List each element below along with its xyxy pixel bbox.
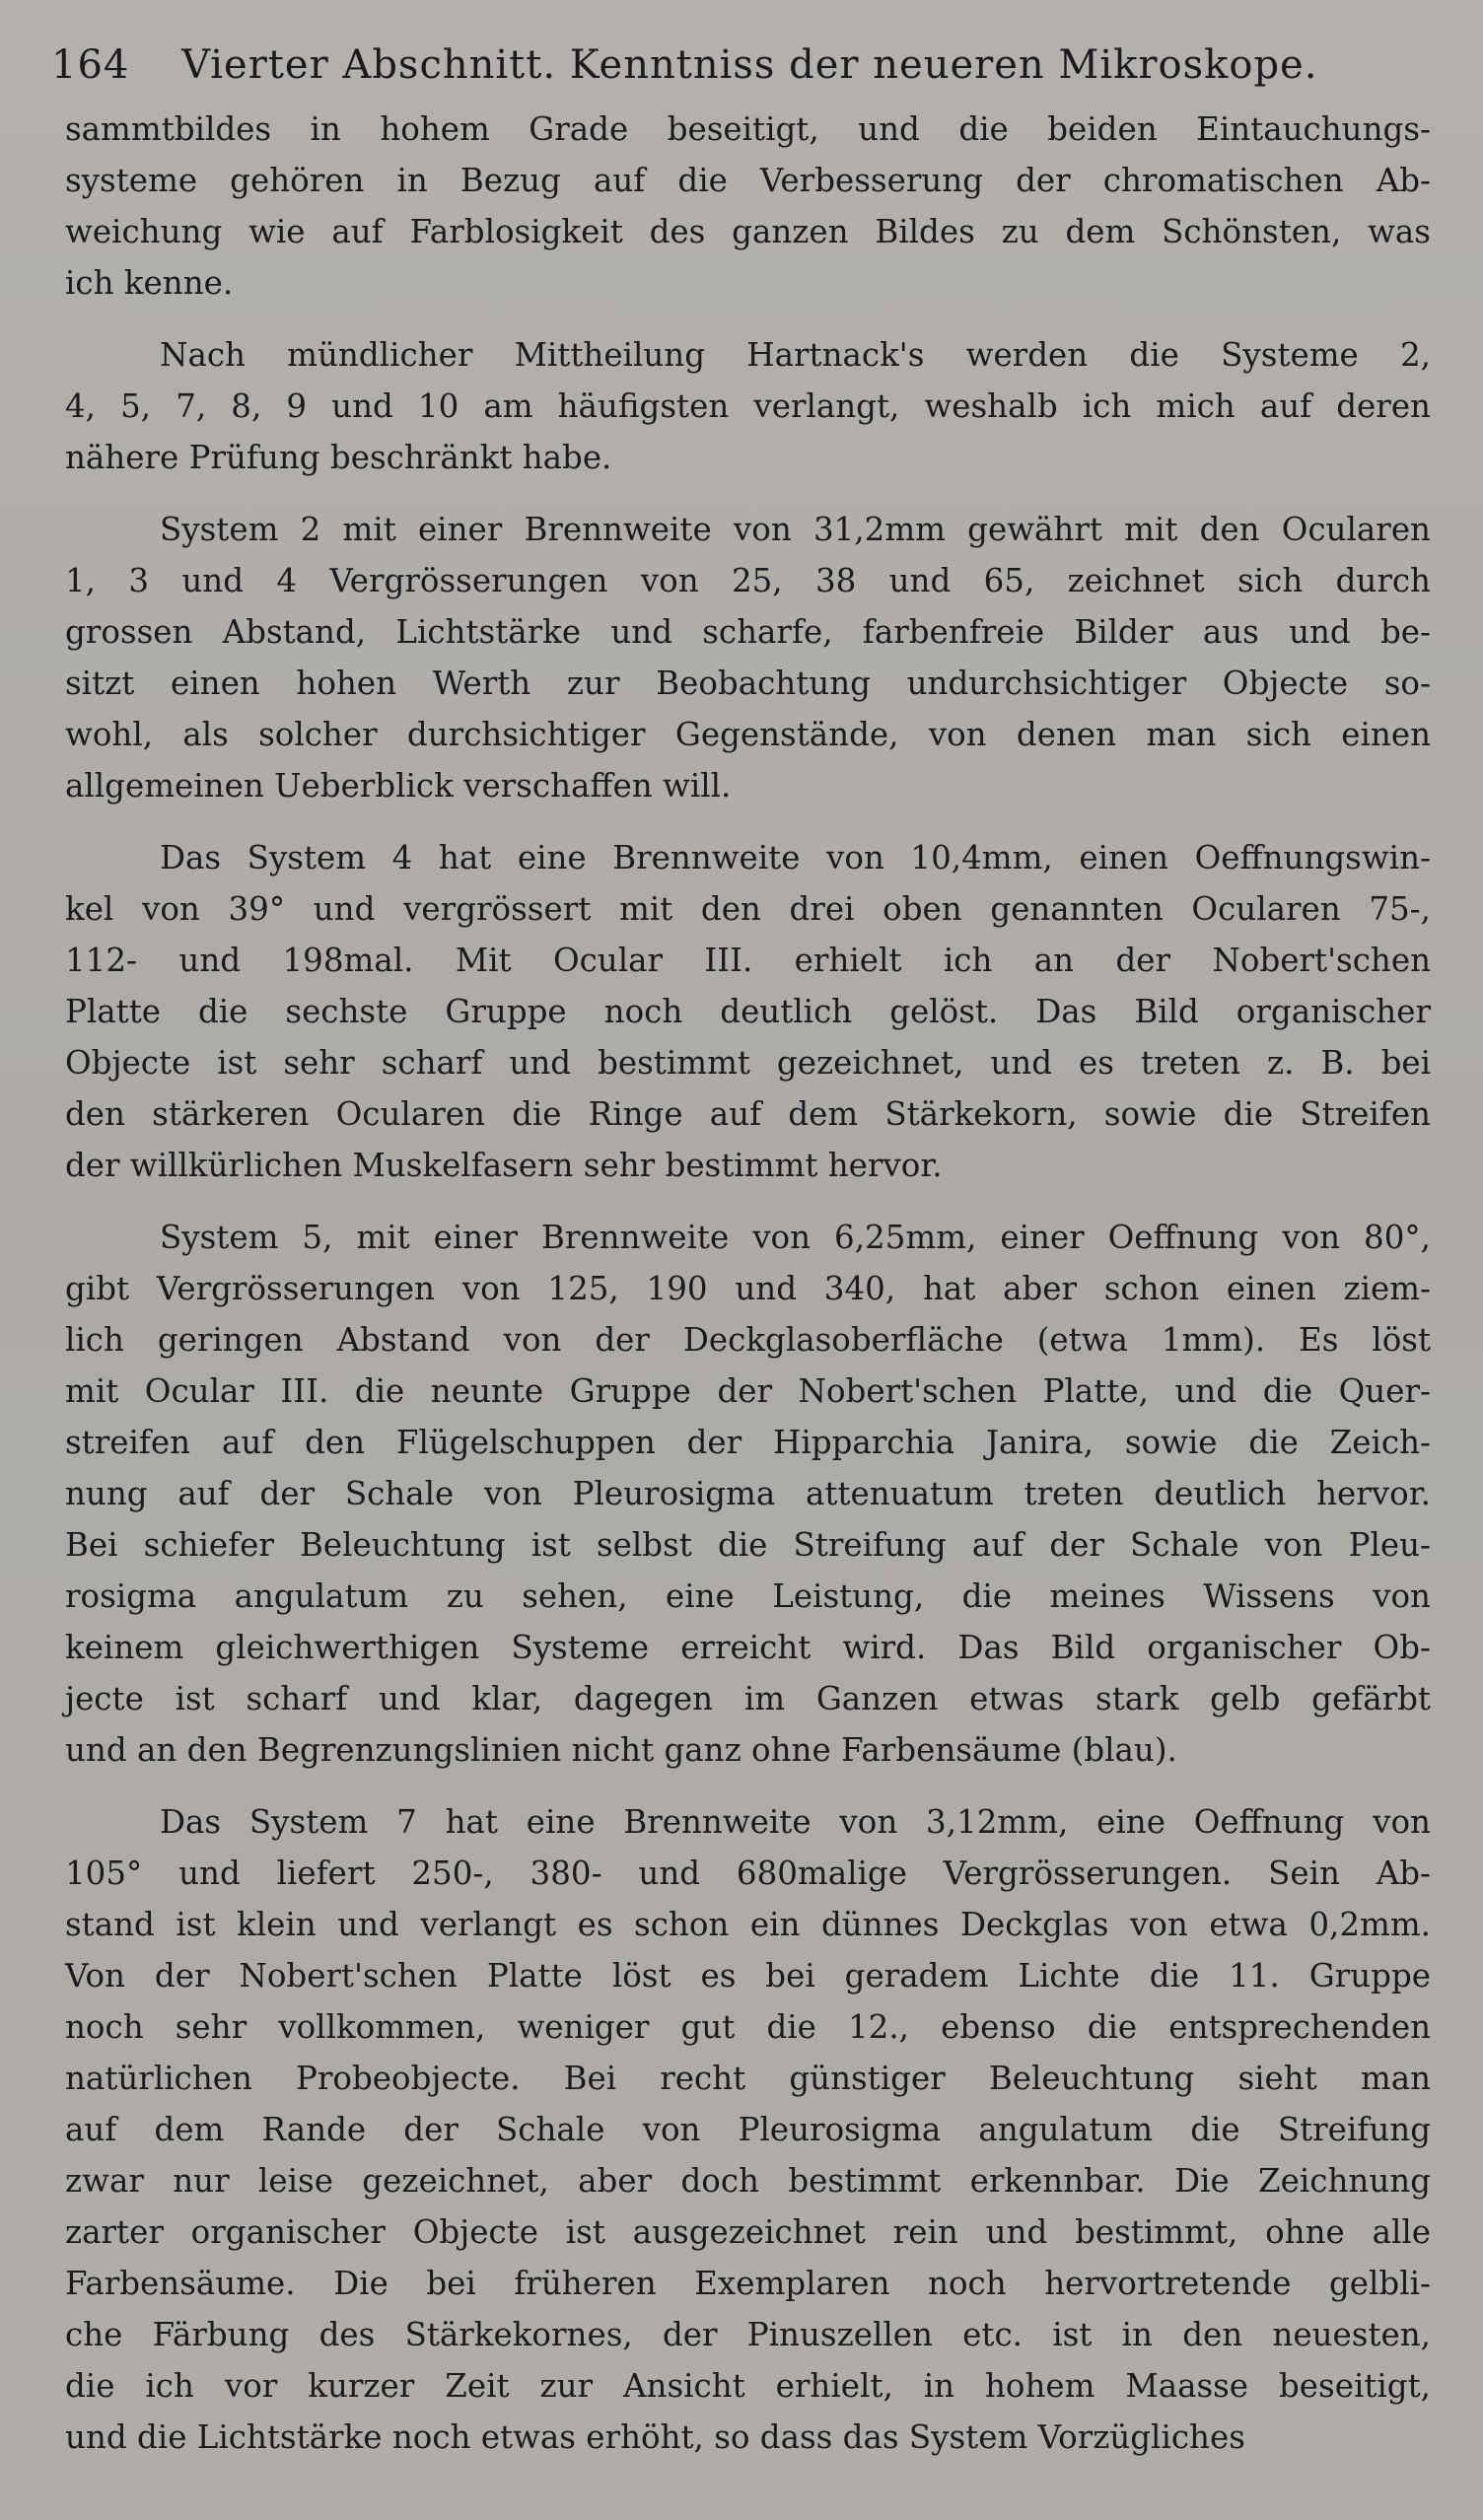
text-line: die ich vor kurzer Zeit zur Ansicht erhielt, in hohem Maasse beseitigt, bbox=[65, 2367, 1431, 2405]
text-line: Von der Nobert'schen Platte löst es bei geradem Lichte die 11. Gruppe bbox=[65, 1957, 1431, 1995]
text-line: Objecte ist sehr scharf und bestimmt gezeichnet, und es treten z. B. bei bbox=[65, 1044, 1431, 1082]
text-line: keinem gleichwerthigen Systeme erreicht wird. Das Bild organischer Ob- bbox=[65, 1629, 1431, 1666]
running-head bbox=[51, 35, 1442, 95]
text-line: zwar nur leise gezeichnet, aber doch bestimmt erkennbar. Die Zeichnung bbox=[65, 2162, 1431, 2200]
text-line: systeme gehören in Bezug auf die Verbesserung der chromatischen Ab- bbox=[65, 162, 1431, 199]
text-line: weichung wie auf Farblosigkeit des ganzen Bildes zu dem Schönsten, was bbox=[65, 213, 1431, 250]
text-line: sitzt einen hohen Werth zur Beobachtung undurchsichtiger Objecte so- bbox=[65, 665, 1431, 702]
text-line: jecte ist scharf und klar, dagegen im Ganzen etwas stark gelb gefärbt bbox=[65, 1680, 1431, 1717]
text-line: der willkürlichen Muskelfasern sehr bestimmt hervor. bbox=[65, 1147, 943, 1184]
text-line: Bei schiefer Beleuchtung ist selbst die Streifung auf der Schale von Pleu- bbox=[65, 1526, 1431, 1564]
paragraph bbox=[65, 104, 1431, 309]
text-line: auf dem Rande der Schale von Pleurosigma angulatum die Streifung bbox=[65, 2111, 1431, 2148]
text-line: und an den Begrenzungslinien nicht ganz ohne Farbensäume (blau). bbox=[65, 1731, 1177, 1769]
text-line: nung auf der Schale von Pleurosigma attenuatum treten deutlich hervor. bbox=[65, 1475, 1431, 1512]
paragraph bbox=[65, 504, 1431, 811]
paragraph bbox=[65, 329, 1431, 483]
text-line: stand ist klein und verlangt es schon ein dünnes Deckglas von etwa 0,2mm. bbox=[65, 1906, 1431, 1943]
text-line: wohl, als solcher durchsichtiger Gegenstände, von denen man sich einen bbox=[65, 716, 1431, 753]
paragraph bbox=[65, 1796, 1431, 2463]
text-line: Das System 7 hat eine Brennweite von 3,12mm, eine Oeffnung von bbox=[160, 1803, 1431, 1841]
text-line: und die Lichtstärke noch etwas erhöht, so dass das System Vorzügliches bbox=[65, 2418, 1245, 2456]
text-line: gibt Vergrösserungen von 125, 190 und 340, hat aber schon einen ziem- bbox=[65, 1270, 1431, 1307]
text-line: Das System 4 hat eine Brennweite von 10,4mm, einen Oeffnungswin- bbox=[160, 839, 1431, 876]
text-line: che Färbung des Stärkekornes, der Pinuszellen etc. ist in den neuesten, bbox=[65, 2316, 1431, 2353]
text-line: noch sehr vollkommen, weniger gut die 12., ebenso die entsprechenden bbox=[65, 2008, 1431, 2046]
paragraph bbox=[65, 832, 1431, 1191]
text-line: Platte die sechste Gruppe noch deutlich gelöst. Das Bild organischer bbox=[65, 993, 1431, 1030]
text-line: lich geringen Abstand von der Deckglasoberfläche (etwa 1mm). Es löst bbox=[65, 1321, 1431, 1359]
text-line: System 2 mit einer Brennweite von 31,2mm gewährt mit den Ocularen bbox=[160, 511, 1431, 548]
running-title: Vierter Abschnitt. Kenntniss der neueren Mikroskope. bbox=[181, 42, 1318, 88]
text-line: Farbensäume. Die bei früheren Exemplaren noch hervortretende gelbli- bbox=[65, 2265, 1431, 2302]
text-line: zarter organischer Objecte ist ausgezeichnet rein und bestimmt, ohne alle bbox=[65, 2213, 1431, 2251]
page-number: 164 bbox=[51, 42, 130, 88]
text-line: rosigma angulatum zu sehen, eine Leistung, die meines Wissens von bbox=[65, 1577, 1431, 1615]
text-line: 1, 3 und 4 Vergrösserungen von 25, 38 und 65, zeichnet sich durch bbox=[65, 562, 1431, 599]
text-line: natürlichen Probeobjecte. Bei recht günstiger Beleuchtung sieht man bbox=[65, 2060, 1431, 2097]
text-line: grossen Abstand, Lichtstärke und scharfe, farbenfreie Bilder aus und be- bbox=[65, 613, 1431, 651]
text-line: sammtbildes in hohem Grade beseitigt, und die beiden Eintauchungs- bbox=[65, 110, 1431, 148]
text-line: nähere Prüfung beschränkt habe. bbox=[65, 439, 612, 476]
text-line: 105° und liefert 250-, 380- und 680malige Vergrösserungen. Sein Ab- bbox=[65, 1855, 1431, 1892]
text-line: mit Ocular III. die neunte Gruppe der Nobert'schen Platte, und die Quer- bbox=[65, 1372, 1431, 1410]
body-text bbox=[65, 104, 1431, 2484]
text-line: streifen auf den Flügelschuppen der Hipparchia Janira, sowie die Zeich- bbox=[65, 1424, 1431, 1461]
text-line: Nach mündlicher Mittheilung Hartnack's werden die Systeme 2, bbox=[160, 336, 1431, 374]
text-line: kel von 39° und vergrössert mit den drei oben genannten Ocularen 75-, bbox=[65, 890, 1431, 928]
text-line: 112- und 198mal. Mit Ocular III. erhielt ich an der Nobert'schen bbox=[65, 942, 1431, 979]
paragraph bbox=[65, 1212, 1431, 1776]
text-line: den stärkeren Ocularen die Ringe auf dem Stärkekorn, sowie die Streifen bbox=[65, 1095, 1431, 1133]
text-line: 4, 5, 7, 8, 9 und 10 am häufigsten verlangt, weshalb ich mich auf deren bbox=[65, 387, 1431, 425]
text-line: ich kenne. bbox=[65, 264, 234, 302]
text-line: System 5, mit einer Brennweite von 6,25mm, einer Oeffnung von 80°, bbox=[160, 1219, 1431, 1256]
text-line: allgemeinen Ueberblick verschaffen will. bbox=[65, 767, 732, 805]
